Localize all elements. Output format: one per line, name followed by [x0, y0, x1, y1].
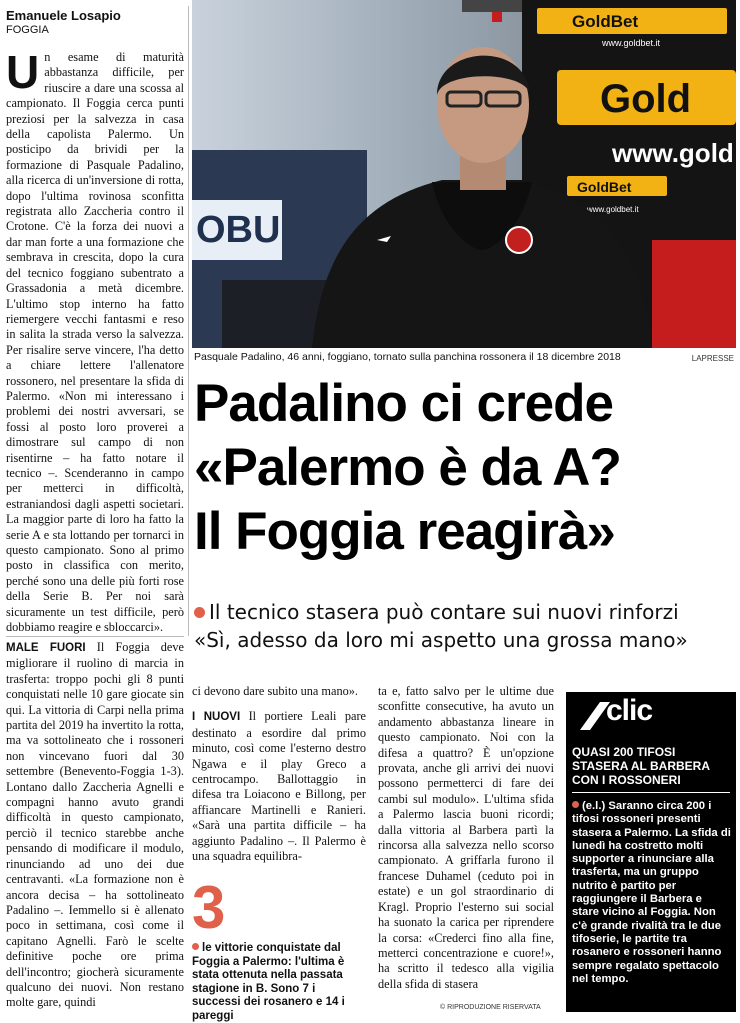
bullet-dot-icon	[192, 943, 199, 950]
bench-lettering: OBU	[196, 209, 281, 251]
article-column-3	[378, 684, 554, 992]
svg-text:GoldBet: GoldBet	[572, 12, 639, 31]
sidebar-divider	[572, 792, 730, 793]
article-column-1	[6, 46, 184, 635]
clic-sidebar	[566, 692, 736, 1012]
photo-caption	[194, 350, 734, 366]
article-text: ta e, fatto salvo per le ultime due sconfitte consecutive, ha avuto un andamento abbastanza lineare in questo campionato. Noi con la difesa a quattro? È un'opzione provata, anche gli arrivi dei nuovi possono permetterci di fare dei cambi sul modulo». L'ultima sfida a Palermo lascia buoni ricordi; dalla vittoria al Barbera partì la rincorsa alla salvezza nello scorso campionato. A griffarla furono il francese Duhamel (ceduto poi in estate) e un gol straordinario di Kragl. Proprio l'esterno sui social ha suonato la carica per riprendere la corsa: «Crederci fino alla fine, metterci concentrazione e cuore!», ha scritto il tedesco alla vigilia della sfida di stasera	[378, 684, 554, 991]
headline-line-3: Il Foggia reagirà»	[194, 502, 615, 561]
section-lead: MALE FUORI	[6, 642, 86, 654]
subhead-line-1: Il tecnico stasera può contare sui nuovi rinforzi	[209, 600, 679, 624]
subheadline	[194, 598, 734, 654]
section-text: Il portiere Leali pare destinato a esordire dal primo minuto, così come l'esterno destro Ngawa e il play Greco a centrocampo. Ballottaggio in difesa tra Loiacono e Billong, per affiancare Martinelli e Ranieri. «Sarà una partita difficile – ha aggiunto Padalino –. Il Palermo è una squadra equilibra-	[192, 709, 366, 864]
subhead-line-2: «Sì, adesso da loro mi aspetto una grossa mano»	[194, 628, 688, 652]
bullet-dot-icon	[194, 607, 205, 618]
article-column-2	[192, 684, 366, 864]
article-text: ci devono dare subito una mano».	[192, 684, 358, 698]
column-divider	[188, 6, 189, 636]
svg-text:www.gold: www.gold	[612, 138, 734, 168]
photo-credit: LAPRESSE	[691, 354, 734, 363]
factbox-number: 3	[192, 874, 226, 941]
byline	[6, 8, 184, 37]
svg-text:GoldBet: GoldBet	[577, 179, 632, 195]
bullet-dot-icon	[572, 801, 579, 808]
section-male-fuori	[6, 640, 184, 1011]
article-text: n esame di maturità abbastanza difficile, per riuscire a dare una scossa al campionato. Il Foggia cerca punti preziosi per la salvezza in casa della capolista Palermo. Un posticipo da brividi per la formazione di Pasquale Padalino, alla ricerca di un'inversione di rotta, dopo l'ultima rovinosa sconfitta registrata allo Zaccheria contro il Crotone. C'è la forza dei nuovi a dar man forte a una formazione che sembrava in crescita, dopo la cura del tecnico foggiano subentrato a Grassadonia a metà dicembre. L'ultimo stop interno ha fatto riemergere vecchi fantasmi e reso in salita la strada verso la salvezza. Per risalire serve vincere, l'ha detto a chiare lettere l'allenatore rossonero, nel presentare la sfida di Palermo. «Non mi interessano i problemi dei nostri avversari, se fossi al posto loro proverei a dimostrare sul campo di non risentirne – ha fatto notare il tecnico –. Scenderanno in campo per metterci in difficoltà, estraniandosi dagli aspetti societari. La maggior parte di loro ha fatto la serie A e sta lottando per tornarci in questo campionato. Sono al primo posto in classifica con merito, perché sono una delle più forti rose della Serie B. Per noi sarà sicuramente un test difficile, però dobbiamo reagire e sbloccarci».	[6, 50, 184, 635]
section-text: Il Foggia deve migliorare il ruolino di marcia in trasferta: troppo pochi gli 8 punti conquistati nelle 10 gare giocate sin qui. La vittoria di Carpi nella prima partita del 2019 ha invertito la rotta, ma va sottolineato che i rossoneri non vincevano fuori dal 30 settembre (Benevento-Foggia 1-3). Lontano dallo Zaccheria Agnelli e compagni hanno avuto grandi difficoltà in questo campionato, perciò il tecnico starebbe anche pensando di modificare il modulo, rinunciando ad uno dei due centravanti. «La formazione non è ancora decisa – ha sottolineato Padalino –. Iemmello si è allenato poco in settimana, così come il capitano Agnelli. Farò le scelte definitive poche ore prima dell'incontro; giocherà sicuramente qualcuno dei nuovi. Non restano molte gare, quindi	[6, 640, 184, 1010]
factbox-text: le vittorie conquistate dal Foggia a Palermo: l'ultima è stata ottenuta nella passata stagione in B. Sono 7 i successi dei rosanero e 14 i pareggi	[192, 942, 345, 1022]
section-lead: I NUOVI	[192, 711, 241, 724]
copyright-notice: © RIPRODUZIONE RISERVATA	[440, 1004, 541, 1011]
svg-text:www.goldbet.it: www.goldbet.it	[587, 205, 639, 214]
svg-text:www.goldbet.it: www.goldbet.it	[602, 38, 661, 48]
coach-photo	[192, 0, 736, 348]
headline-line-2: «Palermo è da A?	[194, 438, 621, 497]
sidebar-body: (e.l.) Saranno circa 200 i tifosi rossoneri presenti stasera a Palermo. La sfida di lunedì ha costretto molti supporter a rinunciare alla trasferta, ma un gruppo nutrito è partito per raggiungere il Barbera e stare vicino al Foggia. Non c'è grande rivalità tra le due tifoserie, le partite tra rosanero e rossoneri hanno sempre regalato spettacolo nel tempo.	[572, 800, 731, 985]
section-divider	[6, 636, 184, 637]
sidebar-title: QUASI 200 TIFOSI STASERA AL BARBERA CON I ROSSONERI	[572, 745, 710, 787]
svg-text:Gold: Gold	[600, 77, 692, 121]
sidebar-tag: clic	[606, 694, 653, 727]
headline-line-1: Padalino ci crede	[194, 374, 613, 433]
author-name: Emanuele Losapio	[6, 8, 121, 23]
dateline-city: FOGGIA	[6, 24, 49, 36]
headline	[194, 372, 734, 564]
dropcap: U	[6, 46, 40, 98]
caption-text: Pasquale Padalino, 46 anni, foggiano, tornato sulla panchina rossonera il 18 dicembre 2018	[194, 351, 621, 363]
